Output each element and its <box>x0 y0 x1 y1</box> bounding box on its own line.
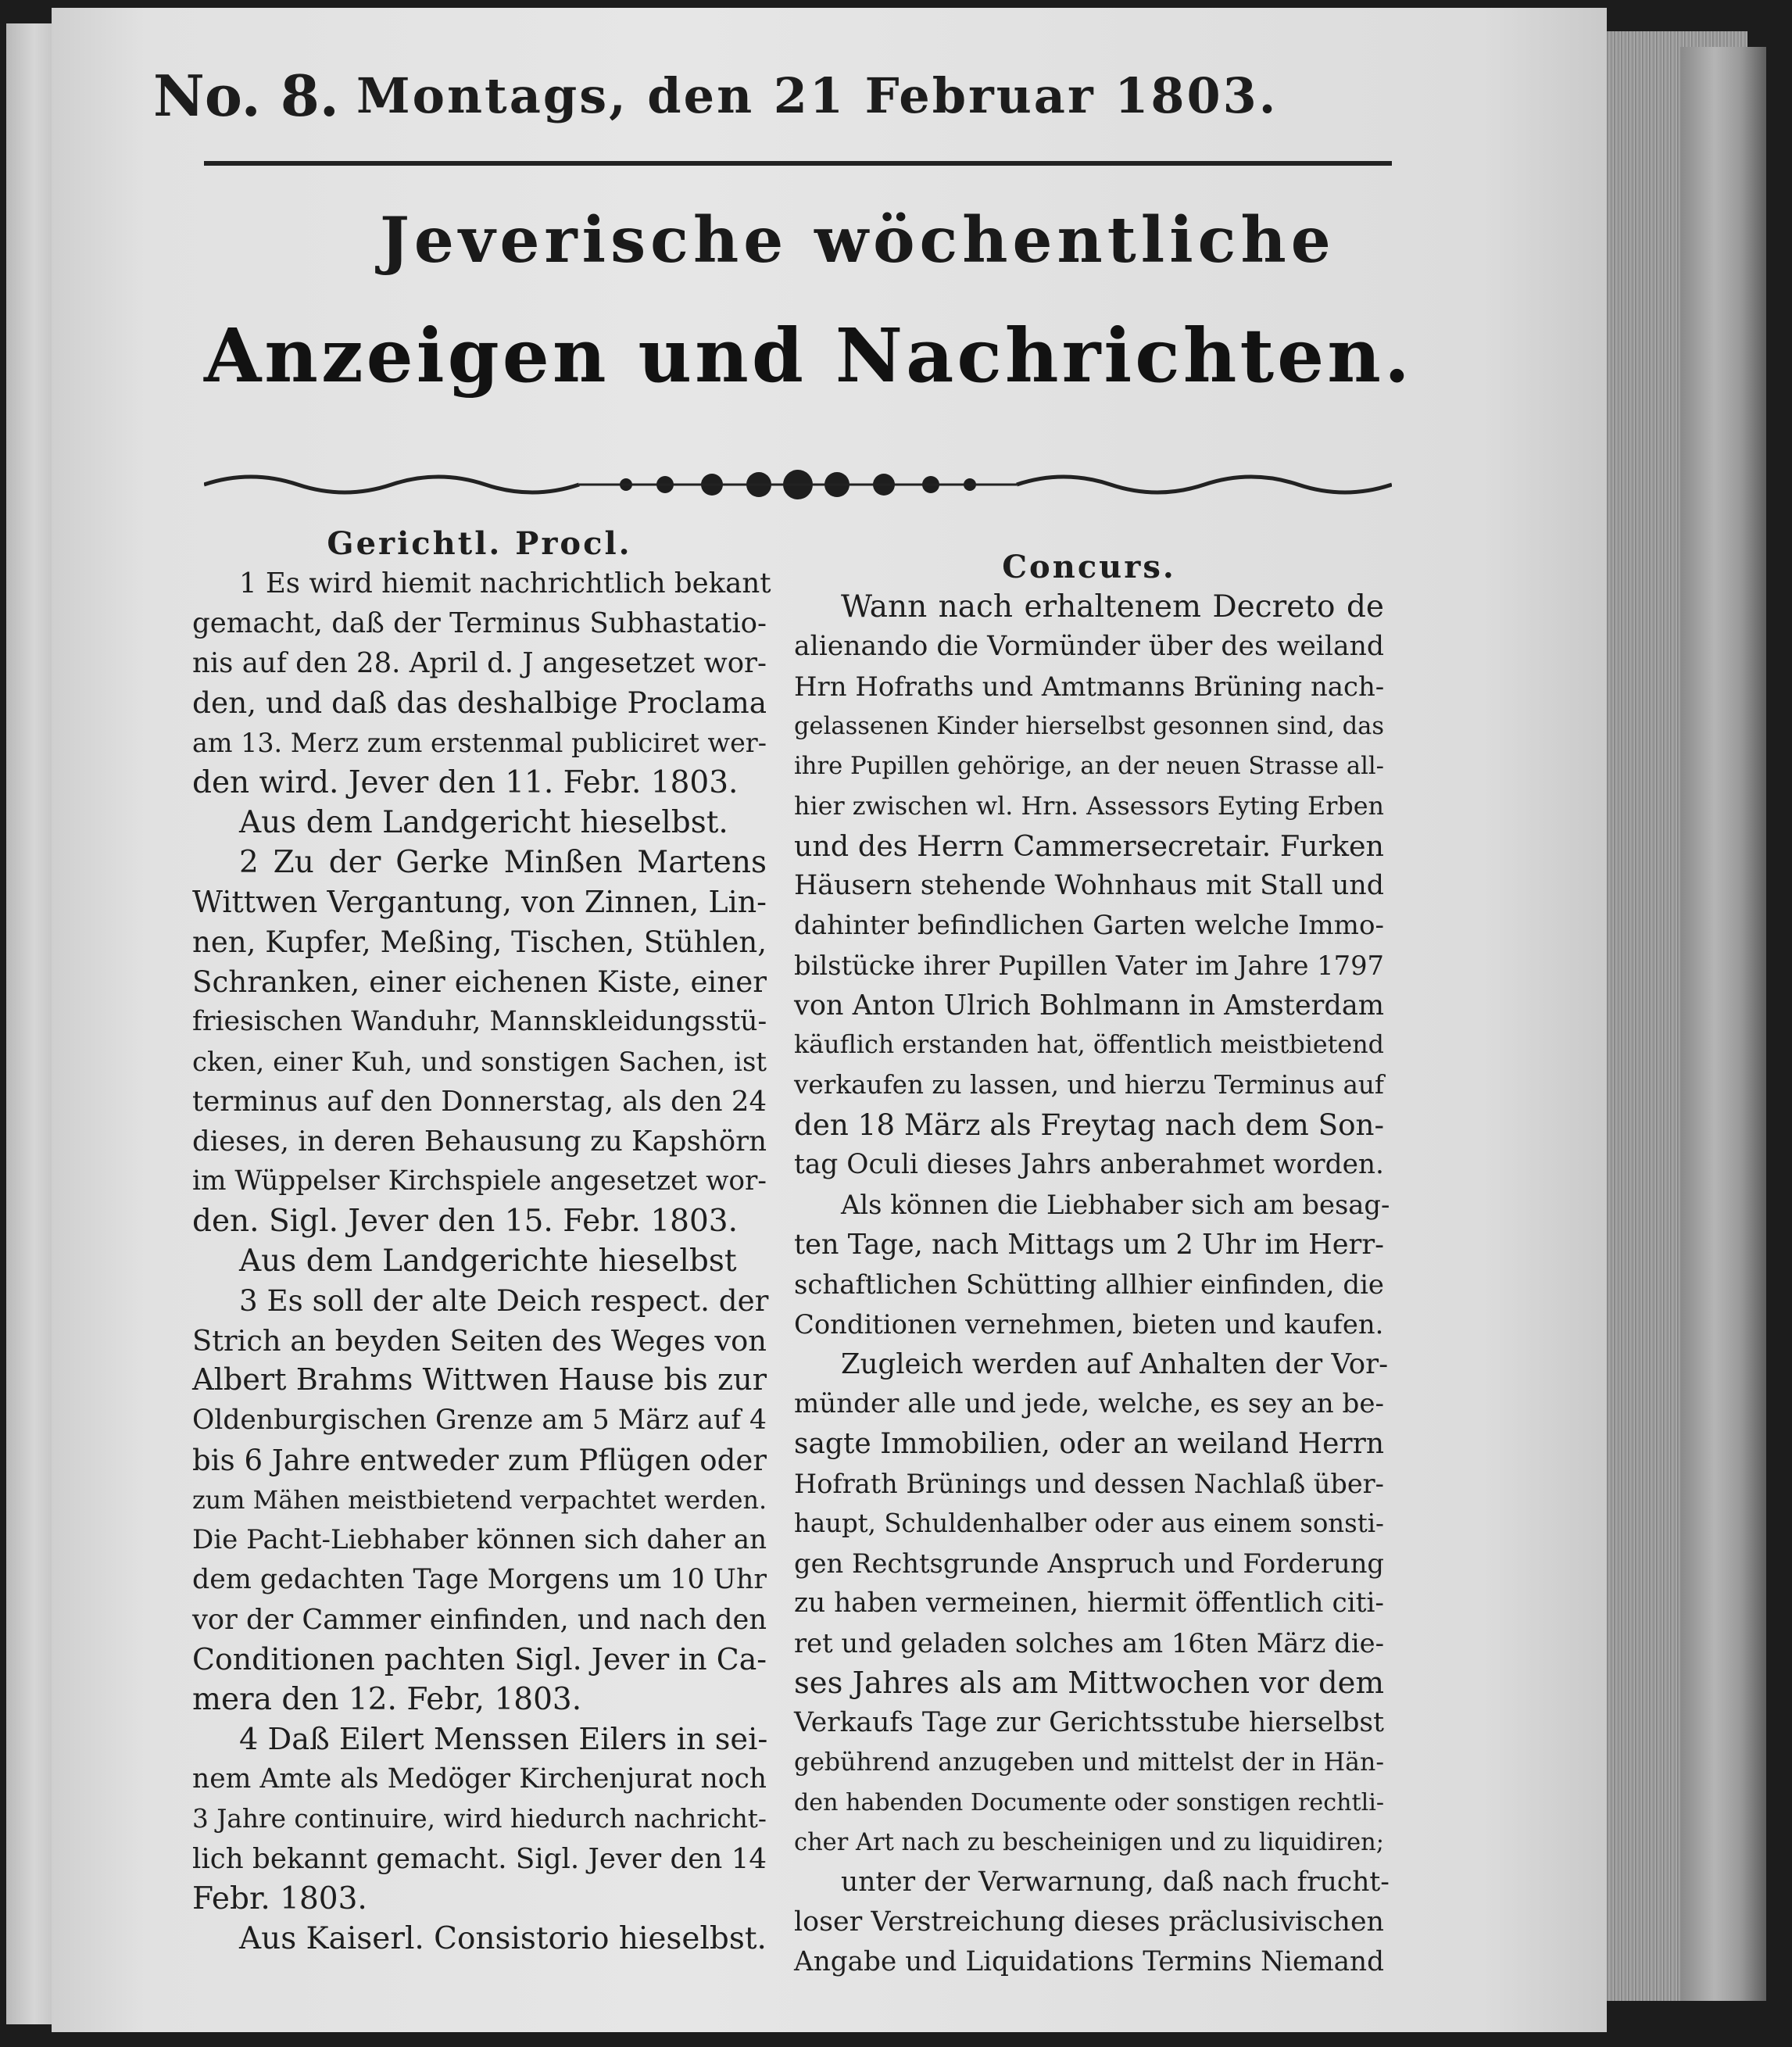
text-line: dieses, in deren Behausung zu Kapshörn <box>192 1125 767 1158</box>
text-line: Oldenburgischen Grenze am 5 März auf 4 <box>192 1405 767 1436</box>
text-line: Wittwen Vergantung, von Zinnen, Lin- <box>192 885 767 919</box>
text-line: gen Rechtsgrunde Anspruch und Forderung <box>794 1548 1384 1579</box>
text-line: Häusern stehende Wohnhaus mit Stall und <box>794 870 1384 901</box>
text-line: Angabe und Liquidations Termins Niemand <box>794 1946 1384 1977</box>
text-line: Zugleich werden auf Anhalten der Vor- <box>841 1348 1389 1380</box>
text-line: Die Pacht-Liebhaber können sich daher an <box>192 1524 767 1555</box>
text-line: den 18 März als Freytag nach dem Son- <box>794 1108 1385 1142</box>
text-line: von Anton Ulrich Bohlmann in Amsterdam <box>794 990 1384 1022</box>
right-column <box>794 547 1390 1982</box>
left-column <box>192 524 771 1959</box>
text-line: tag Oculi dieses Jahrs anberahmet worden. <box>794 1149 1384 1180</box>
text-line: gebührend anzugeben und mittelst der in Hän- <box>794 1748 1384 1777</box>
text-line: bis 6 Jahre entweder zum Pflügen oder <box>192 1444 767 1477</box>
newspaper-page <box>52 8 1607 2032</box>
text-line: dahinter befindlichen Garten welche Immo- <box>794 910 1384 941</box>
text-line: den, und daß das deshalbige Proclama <box>192 685 767 720</box>
text-line: vor der Cammer einfinden, und nach den <box>192 1604 767 1636</box>
text-line: zu haben vermeinen, hiermit öffentlich citi- <box>794 1587 1384 1619</box>
text-line: 2 Zu der Gerke Minßen Martens <box>239 845 767 880</box>
text-line: verkaufen zu lassen, und hierzu Terminus auf <box>794 1070 1384 1100</box>
previous-page-edge <box>6 23 53 2024</box>
text-line: Verkaufs Tage zur Gerichtsstube hierselbst <box>794 1707 1384 1738</box>
text-line: am 13. Merz zum erstenmal publiciret wer- <box>192 728 767 758</box>
text-line: zum Mähen meistbietend verpachtet werden. <box>192 1485 767 1515</box>
text-line: Wann nach erhaltenem Decreto de <box>841 589 1384 624</box>
issue-date: Montags, den 21 Februar 1803. <box>356 67 1279 124</box>
text-line: und des Herrn Cammersecretair. Furken <box>794 829 1384 863</box>
text-line: 1 Es wird hiemit nachrichtlich bekant <box>239 567 771 599</box>
text-line: Aus dem Landgericht hieselbst. <box>239 805 728 840</box>
issue-number: No. 8. <box>153 63 339 129</box>
text-line: nen, Kupfer, Meßing, Tischen, Stühlen, <box>192 925 767 959</box>
text-line: cken, einer Kuh, und sonstigen Sachen, ist <box>192 1047 767 1077</box>
text-line: ten Tage, nach Mittags um 2 Uhr im Herr- <box>794 1229 1384 1261</box>
text-line: lich bekannt gemacht. Sigl. Jever den 14 <box>192 1843 767 1875</box>
text-line: loser Verstreichung dieses präclusivischen <box>794 1906 1384 1938</box>
text-line: Febr. 1803. <box>192 1881 367 1916</box>
text-line: münder alle und jede, welche, es sey an be- <box>794 1388 1384 1419</box>
text-line: gemacht, daß der Terminus Subhastatio- <box>192 607 767 639</box>
text-line: im Wüppelser Kirchspiele angesetzet wor- <box>192 1165 767 1197</box>
text-line: mera den 12. Febr, 1803. <box>192 1682 582 1717</box>
text-line: den. Sigl. Jever den 15. Febr. 1803. <box>192 1204 739 1239</box>
text-line: gelassenen Kinder hierselbst gesonnen sind, das <box>794 713 1384 740</box>
text-line: 3 Jahre continuire, wird hiedurch nachricht- <box>192 1804 767 1834</box>
text-line: schaftlichen Schütting allhier einfinden, die <box>794 1269 1384 1300</box>
text-line: Albert Brahms Wittwen Hause bis zur <box>192 1363 767 1397</box>
header-rule <box>204 161 1392 166</box>
text-line: nis auf den 28. April d. J angesetzet wor- <box>192 647 767 679</box>
text-line: den habenden Documente oder sonstigen rechtli- <box>794 1789 1384 1816</box>
text-line: sagte Immobilien, oder an weiland Herrn <box>794 1428 1384 1460</box>
text-line: ret und geladen solches am 16ten März die- <box>794 1628 1384 1659</box>
text-line: ses Jahres als am Mittwochen vor dem <box>794 1666 1384 1701</box>
text-line: Schranken, einer eichenen Kiste, einer <box>192 964 767 999</box>
text-line: Aus Kaiserl. Consistorio hieselbst. <box>239 1921 767 1956</box>
text-line: terminus auf den Donnerstag, als den 24 <box>192 1086 767 1118</box>
text-line: haupt, Schuldenhalber oder aus einem sonsti- <box>794 1508 1384 1538</box>
text-line: bilstücke ihrer Pupillen Vater im Jahre 1797 <box>794 950 1384 981</box>
section-heading-procl: Gerichtl. Procl. <box>327 525 632 562</box>
text-line: Hofrath Brünings und dessen Nachlaß über- <box>794 1469 1384 1499</box>
text-line: unter der Verwarnung, daß nach frucht- <box>841 1866 1390 1898</box>
title-line-1: Jeverische wöchentliche <box>380 203 1336 277</box>
title-line-2: Anzeigen und Nachrichten. <box>204 313 1413 399</box>
text-line: den wird. Jever den 11. Febr. 1803. <box>192 765 739 800</box>
text-line: Aus dem Landgerichte hieselbst <box>239 1244 737 1279</box>
text-line: Conditionen pachten Sigl. Jever in Ca- <box>192 1642 767 1677</box>
text-line: Conditionen vernehmen, bieten und kaufen. <box>794 1309 1384 1340</box>
text-line: Hrn Hofraths und Amtmanns Brüning nach- <box>794 671 1385 702</box>
text-line: Als können die Liebhaber sich am besag- <box>841 1190 1390 1220</box>
text-line: friesischen Wanduhr, Mannskleidungsstü- <box>192 1006 767 1037</box>
text-line: käuflich erstanden hat, öffentlich meistbietend <box>794 1031 1384 1059</box>
text-line: hier zwischen wl. Hrn. Assessors Eyting Erben <box>794 792 1384 821</box>
ornamental-divider <box>204 457 1392 512</box>
text-line: Strich an beyden Seiten des Weges von <box>192 1324 767 1358</box>
text-line: nem Amte als Medöger Kirchenjurat noch <box>192 1763 767 1795</box>
text-line: ihre Pupillen gehörige, an der neuen Strasse all- <box>794 753 1384 780</box>
masthead <box>153 63 1404 133</box>
text-line: alienando die Vormünder über des weiland <box>794 631 1384 662</box>
text-line: cher Art nach zu bescheinigen und zu liquidiren; <box>794 1829 1384 1856</box>
section-heading-concurs: Concurs. <box>1002 549 1176 585</box>
text-line: 4 Daß Eilert Menssen Eilers in sei- <box>239 1722 768 1757</box>
text-line: dem gedachten Tage Morgens um 10 Uhr <box>192 1564 767 1595</box>
book-cover-edge <box>1680 47 1766 2001</box>
text-line: 3 Es soll der alte Deich respect. der <box>239 1283 769 1318</box>
